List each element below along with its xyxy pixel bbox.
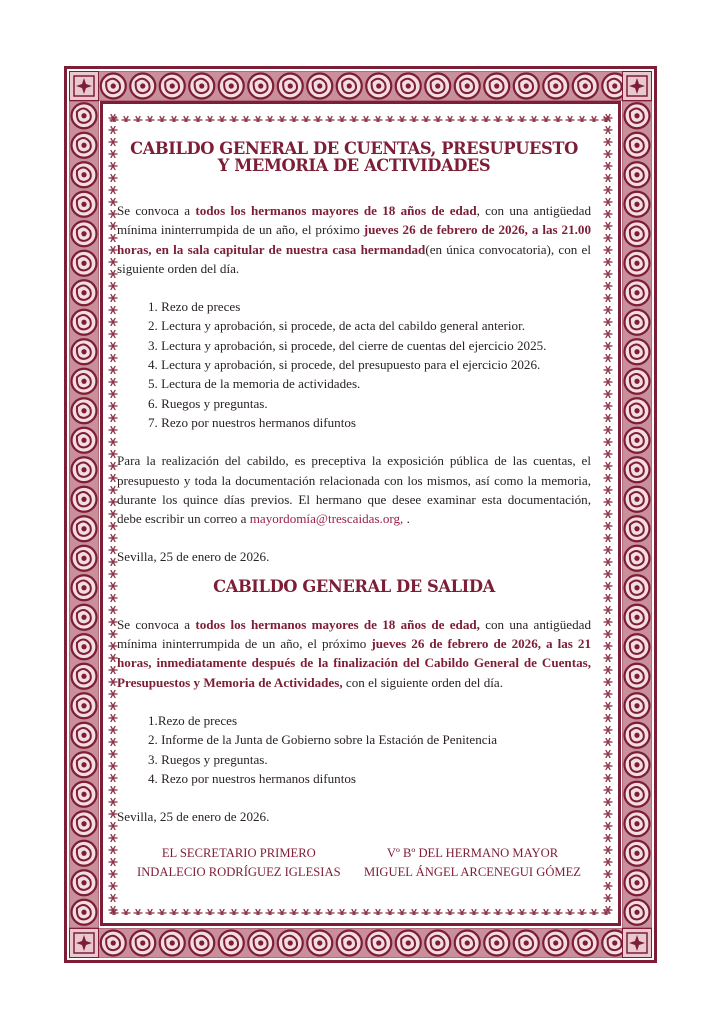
- star-ornament: [206, 116, 215, 122]
- email-link[interactable]: mayordomía@trescaidas.org,: [249, 511, 404, 527]
- rosette-ornament: [625, 133, 650, 158]
- star-ornament: [338, 116, 347, 122]
- star-ornament: [278, 116, 287, 122]
- star-ornament: [458, 116, 467, 122]
- star-ornament: [278, 909, 287, 915]
- rosette-ornament: [189, 74, 214, 99]
- star-ornament: [266, 116, 275, 122]
- section1-title-line1: CABILDO GENERAL DE CUENTAS, PRESUPUESTO: [130, 139, 578, 158]
- star-ornament: [604, 282, 613, 290]
- star-ornament: [604, 810, 613, 818]
- star-ornament: [506, 909, 515, 915]
- star-border-top: [108, 112, 613, 122]
- rosette-ornament: [625, 251, 650, 276]
- rosette-ornament: [72, 693, 97, 718]
- star-ornament: [604, 378, 613, 386]
- star-ornament: [604, 426, 613, 434]
- section1-notice: [117, 451, 591, 528]
- star-ornament: [146, 116, 155, 122]
- rosette-ornament: [514, 931, 539, 956]
- rosette-ornament: [72, 339, 97, 364]
- rosette-ornament: [625, 782, 650, 807]
- ornamental-band-right: [622, 101, 652, 928]
- star-border-right: [603, 112, 613, 915]
- rosette-ornament: [72, 457, 97, 482]
- rosette-ornament: [625, 103, 650, 128]
- star-ornament: [470, 909, 479, 915]
- rosette-ornament: [625, 428, 650, 453]
- star-ornament: [604, 846, 613, 854]
- section2-intro: [117, 615, 591, 692]
- rosette-ornament: [72, 811, 97, 836]
- star-ornament: [134, 909, 143, 915]
- star-ornament: [518, 909, 527, 915]
- star-ornament: [109, 114, 118, 122]
- star-ornament: [604, 174, 613, 182]
- rosette-ornament: [72, 752, 97, 777]
- star-ornament: [422, 116, 431, 122]
- section1-title: [117, 140, 591, 174]
- star-ornament: [302, 909, 311, 915]
- agenda-item: 2. Lectura y aprobación, si procede, de acta del cabildo general anterior.: [148, 318, 525, 334]
- rosette-ornament: [625, 752, 650, 777]
- rosette-ornament: [625, 487, 650, 512]
- rosette-ornament: [219, 74, 244, 99]
- star-ornament: [578, 909, 587, 915]
- rosette-ornament: [625, 546, 650, 571]
- star-ornament: [604, 126, 613, 134]
- section1-intro: [117, 201, 591, 278]
- intro-highlight-members: todos los hermanos mayores de 18 años de edad,: [195, 616, 480, 632]
- agenda-item: 4. Lectura y aprobación, si procede, del presupuesto para el ejercicio 2026.: [148, 357, 541, 373]
- star-ornament: [170, 909, 179, 915]
- star-ornament: [386, 116, 395, 122]
- star-ornament: [604, 906, 613, 914]
- rosette-ornament: [130, 931, 155, 956]
- agenda-item: 4. Rezo por nuestros hermanos difuntos: [148, 770, 357, 786]
- signature-hermano-mayor-name: MIGUEL ÁNGEL ARCENEGUI GÓMEZ: [364, 864, 581, 879]
- rosette-ornament: [278, 74, 303, 99]
- rosette-ornament: [72, 782, 97, 807]
- star-ornament: [604, 450, 613, 458]
- agenda-item: 3. Lectura y aprobación, si procede, del cierre de cuentas del ejercicio 2025.: [148, 337, 547, 353]
- star-ornament: [146, 909, 155, 915]
- rosette-ornament: [337, 931, 362, 956]
- rosette-ornament: [72, 900, 97, 925]
- star-ornament: [604, 246, 613, 254]
- signature-secretary: [137, 844, 341, 881]
- section2-title: CABILDO GENERAL DE SALIDA: [213, 576, 495, 596]
- rosette-ornament: [625, 811, 650, 836]
- star-ornament: [604, 138, 613, 146]
- star-ornament: [604, 366, 613, 374]
- star-ornament: [604, 294, 613, 302]
- star-ornament: [398, 909, 407, 915]
- rosette-ornament: [248, 931, 273, 956]
- star-ornament: [604, 162, 613, 170]
- rosette-ornament: [484, 74, 509, 99]
- star-ornament: [590, 909, 599, 915]
- rosette-ornament: [366, 74, 391, 99]
- star-ornament: [218, 909, 227, 915]
- star-ornament: [604, 186, 613, 194]
- star-ornament: [554, 909, 563, 915]
- corner-ornament-top-right: [622, 71, 652, 101]
- corner-ornament-bottom-left: [69, 928, 99, 958]
- star-ornament: [446, 909, 455, 915]
- rosette-ornament: [625, 280, 650, 305]
- star-ornament: [266, 909, 275, 915]
- star-ornament: [482, 116, 491, 122]
- star-ornament: [362, 116, 371, 122]
- rosette-ornament: [625, 516, 650, 541]
- intro-text: Se convoca a: [117, 203, 196, 218]
- rosette-ornament: [625, 693, 650, 718]
- star-ornament: [530, 909, 539, 915]
- signature-secretary-name: INDALECIO RODRÍGUEZ IGLESIAS: [137, 864, 341, 879]
- rosette-ornament: [72, 575, 97, 600]
- rosette-ornament: [573, 74, 598, 99]
- star-ornament: [470, 116, 479, 122]
- rosette-ornament: [625, 900, 650, 925]
- signature-hermano-mayor-role: Vº Bº DEL HERMANO MAYOR: [386, 846, 559, 861]
- star-ornament: [604, 222, 613, 230]
- star-ornament: [122, 909, 131, 915]
- star-ornament: [604, 486, 613, 494]
- rosette-ornament: [625, 664, 650, 689]
- agenda-item: 7. Rezo por nuestros hermanos difuntos: [148, 414, 357, 430]
- star-ornament: [494, 116, 503, 122]
- star-ornament: [604, 750, 613, 758]
- star-ornament: [604, 306, 613, 314]
- star-ornament: [434, 909, 443, 915]
- rosette-ornament: [337, 74, 362, 99]
- ornamental-band-top: [69, 71, 652, 101]
- star-ornament: [206, 909, 215, 915]
- rosette-ornament: [72, 870, 97, 895]
- star-ornament: [109, 882, 118, 890]
- star-ornament: [604, 594, 613, 602]
- star-ornament: [374, 116, 383, 122]
- rosette-ornament: [72, 133, 97, 158]
- star-ornament: [170, 116, 179, 122]
- star-ornament: [604, 510, 613, 518]
- star-ornament: [398, 116, 407, 122]
- rosette-ornament: [72, 428, 97, 453]
- star-ornament: [410, 116, 419, 122]
- rosette-ornament: [455, 931, 480, 956]
- star-ornament: [604, 462, 613, 470]
- star-ornament: [604, 786, 613, 794]
- rosette-ornament: [625, 841, 650, 866]
- star-ornament: [554, 116, 563, 122]
- star-ornament: [604, 150, 613, 158]
- rosette-ornament: [219, 931, 244, 956]
- notice-text: Para la realización del cabildo, es preceptiva la exposición pública de las cuentas, el presupuesto y toda la documentación relacionada con los mismos, así como la memoria, durante los quince días previos. El hermano que desee examinar esta documentación, debe escribir un correo a: [117, 453, 591, 527]
- document-body: [117, 140, 591, 881]
- agenda-item: 1. Rezo de preces: [148, 299, 241, 315]
- star-ornament: [109, 894, 118, 902]
- star-ornament: [604, 330, 613, 338]
- star-ornament: [386, 909, 395, 915]
- corner-ornament-bottom-right: [622, 928, 652, 958]
- notice-text: .: [403, 511, 410, 527]
- section1-title-line2: Y MEMORIA DE ACTIVIDADES: [217, 156, 491, 175]
- rosette-ornament: [307, 931, 332, 956]
- star-ornament: [254, 909, 263, 915]
- section1-agenda: [117, 297, 591, 432]
- rosette-ornament: [625, 192, 650, 217]
- star-ornament: [158, 909, 167, 915]
- star-ornament: [194, 116, 203, 122]
- rosette-ornament: [425, 74, 450, 99]
- star-ornament: [422, 909, 431, 915]
- star-ornament: [604, 318, 613, 326]
- star-ornament: [122, 116, 131, 122]
- star-ornament: [350, 116, 359, 122]
- star-ornament: [254, 116, 263, 122]
- rosette-ornament: [130, 74, 155, 99]
- intro-highlight-date: jueves 26 de febrero de 2026, a las 21.00 horas, en la sala capitular de nuestra casa hermandad: [117, 222, 591, 257]
- rosette-ornament: [72, 221, 97, 246]
- rosette-ornament: [248, 74, 273, 99]
- star-ornament: [350, 909, 359, 915]
- intro-text: con una antigüedad mínima ininterrumpida de un año, el próximo: [117, 616, 591, 652]
- rosette-ornament: [72, 516, 97, 541]
- star-ornament: [604, 582, 613, 590]
- ornamental-band-left: [69, 101, 99, 928]
- star-ornament: [362, 909, 371, 915]
- rosette-ornament: [278, 931, 303, 956]
- rosette-ornament: [72, 398, 97, 423]
- rosette-ornament: [625, 162, 650, 187]
- section1-date: Sevilla, 25 de enero de 2026.: [117, 549, 270, 565]
- rosette-ornament: [625, 339, 650, 364]
- rosette-ornament: [625, 575, 650, 600]
- star-ornament: [158, 116, 167, 122]
- agenda-item: 3. Ruegos y preguntas.: [148, 751, 268, 767]
- signature-secretary-role: EL SECRETARIO PRIMERO: [161, 846, 316, 861]
- star-ornament: [604, 894, 613, 902]
- rosette-ornament: [160, 931, 185, 956]
- rosette-ornament: [573, 931, 598, 956]
- star-ornament: [542, 116, 551, 122]
- star-ornament: [590, 116, 599, 122]
- rosette-ornament: [189, 931, 214, 956]
- star-ornament: [578, 116, 587, 122]
- signature-hermano-mayor: [364, 844, 581, 881]
- star-ornament: [604, 354, 613, 362]
- rosette-ornament: [101, 931, 126, 956]
- star-ornament: [494, 909, 503, 915]
- star-ornament: [518, 116, 527, 122]
- star-ornament: [410, 909, 419, 915]
- star-ornament: [604, 210, 613, 218]
- star-ornament: [482, 909, 491, 915]
- rosette-ornament: [366, 931, 391, 956]
- star-ornament: [604, 630, 613, 638]
- star-ornament: [604, 438, 613, 446]
- rosette-ornament: [625, 310, 650, 335]
- rosette-ornament: [484, 931, 509, 956]
- intro-text: (en única convocatoria), con el siguiente orden del día.: [117, 241, 591, 276]
- star-ornament: [604, 402, 613, 410]
- rosette-ornament: [72, 841, 97, 866]
- star-ornament: [604, 870, 613, 878]
- star-ornament: [109, 906, 118, 914]
- rosette-ornament: [72, 605, 97, 630]
- star-ornament: [314, 909, 323, 915]
- star-ornament: [326, 116, 335, 122]
- rosette-ornament: [625, 870, 650, 895]
- star-ornament: [604, 738, 613, 746]
- rosette-ornament: [625, 398, 650, 423]
- rosette-ornament: [625, 369, 650, 394]
- star-ornament: [566, 116, 575, 122]
- star-ornament: [338, 909, 347, 915]
- star-ornament: [604, 546, 613, 554]
- star-ornament: [604, 654, 613, 662]
- rosette-ornament: [72, 280, 97, 305]
- rosette-ornament: [72, 369, 97, 394]
- star-ornament: [134, 116, 143, 122]
- rosette-ornament: [396, 74, 421, 99]
- corner-ornament-top-left: [69, 71, 99, 101]
- star-ornament: [604, 726, 613, 734]
- star-ornament: [434, 116, 443, 122]
- star-ornament: [604, 822, 613, 830]
- rosette-ornament: [72, 103, 97, 128]
- intro-text: Se convoca a: [117, 616, 196, 632]
- section2-date: Sevilla, 25 de enero de 2026.: [117, 809, 270, 825]
- star-ornament: [604, 534, 613, 542]
- star-ornament: [230, 909, 239, 915]
- signatures: [117, 844, 591, 881]
- rosette-ornament: [543, 74, 568, 99]
- star-ornament: [542, 909, 551, 915]
- rosette-ornament: [72, 546, 97, 571]
- star-ornament: [604, 606, 613, 614]
- star-ornament: [604, 834, 613, 842]
- star-ornament: [604, 762, 613, 770]
- star-ornament: [326, 909, 335, 915]
- rosette-ornament: [455, 74, 480, 99]
- star-ornament: [506, 116, 515, 122]
- intro-text: con el siguiente orden del día.: [342, 674, 503, 690]
- star-ornament: [604, 270, 613, 278]
- star-ornament: [242, 909, 251, 915]
- rosette-ornament: [72, 723, 97, 748]
- star-ornament: [182, 909, 191, 915]
- star-ornament: [604, 522, 613, 530]
- star-ornament: [230, 116, 239, 122]
- star-ornament: [604, 798, 613, 806]
- star-ornament: [242, 116, 251, 122]
- agenda-item: 1.Rezo de preces: [148, 712, 238, 728]
- intro-highlight-date: jueves 26 de febrero de 2026, a las 21 horas, inmediatamente después de la finalización del Cabildo General de Cuentas, Presupuestos y Memoria de Actividades,: [117, 636, 591, 690]
- star-ornament: [604, 234, 613, 242]
- star-ornament: [604, 690, 613, 698]
- rosette-ornament: [160, 74, 185, 99]
- star-ornament: [194, 909, 203, 915]
- rosette-ornament: [625, 605, 650, 630]
- star-ornament: [604, 342, 613, 350]
- agenda-item: 6. Ruegos y preguntas.: [148, 395, 268, 411]
- rosette-ornament: [72, 664, 97, 689]
- star-ornament: [604, 642, 613, 650]
- ornamental-band-bottom: [69, 928, 652, 958]
- star-ornament: [604, 498, 613, 506]
- star-ornament: [458, 909, 467, 915]
- rosette-ornament: [625, 634, 650, 659]
- star-ornament: [604, 774, 613, 782]
- rosette-ornament: [72, 310, 97, 335]
- star-ornament: [604, 858, 613, 866]
- star-ornament: [182, 116, 191, 122]
- section2-agenda: [117, 711, 591, 788]
- star-ornament: [604, 258, 613, 266]
- star-ornament: [604, 702, 613, 710]
- agenda-item: 5. Lectura de la memoria de actividades.: [148, 376, 361, 392]
- star-ornament: [109, 126, 118, 134]
- star-ornament: [530, 116, 539, 122]
- star-ornament: [290, 909, 299, 915]
- star-ornament: [374, 909, 383, 915]
- star-ornament: [604, 390, 613, 398]
- rosette-ornament: [425, 931, 450, 956]
- rosette-ornament: [72, 192, 97, 217]
- rosette-ornament: [625, 457, 650, 482]
- star-border-bottom: [108, 905, 613, 915]
- star-ornament: [218, 116, 227, 122]
- star-ornament: [604, 558, 613, 566]
- star-ornament: [604, 114, 613, 122]
- rosette-ornament: [396, 931, 421, 956]
- star-ornament: [566, 909, 575, 915]
- intro-highlight-members: todos los hermanos mayores de 18 años de edad: [195, 203, 477, 218]
- star-ornament: [302, 116, 311, 122]
- intro-text: , con una antigüedad mínima ininterrumpida de un año, el próximo: [117, 203, 591, 238]
- rosette-ornament: [72, 634, 97, 659]
- star-ornament: [604, 714, 613, 722]
- star-ornament: [604, 666, 613, 674]
- star-ornament: [290, 116, 299, 122]
- star-ornament: [604, 474, 613, 482]
- star-ornament: [314, 116, 323, 122]
- rosette-ornament: [72, 162, 97, 187]
- star-ornament: [604, 570, 613, 578]
- rosette-ornament: [514, 74, 539, 99]
- star-ornament: [604, 882, 613, 890]
- star-ornament: [604, 678, 613, 686]
- rosette-ornament: [72, 487, 97, 512]
- rosette-ornament: [307, 74, 332, 99]
- rosette-ornament: [101, 74, 126, 99]
- rosette-ornament: [625, 723, 650, 748]
- star-ornament: [604, 198, 613, 206]
- rosette-ornament: [625, 221, 650, 246]
- star-ornament: [604, 618, 613, 626]
- agenda-item: 2. Informe de la Junta de Gobierno sobre la Estación de Penitencia: [148, 732, 498, 748]
- star-ornament: [604, 414, 613, 422]
- rosette-ornament: [543, 931, 568, 956]
- rosette-ornament: [72, 251, 97, 276]
- star-ornament: [446, 116, 455, 122]
